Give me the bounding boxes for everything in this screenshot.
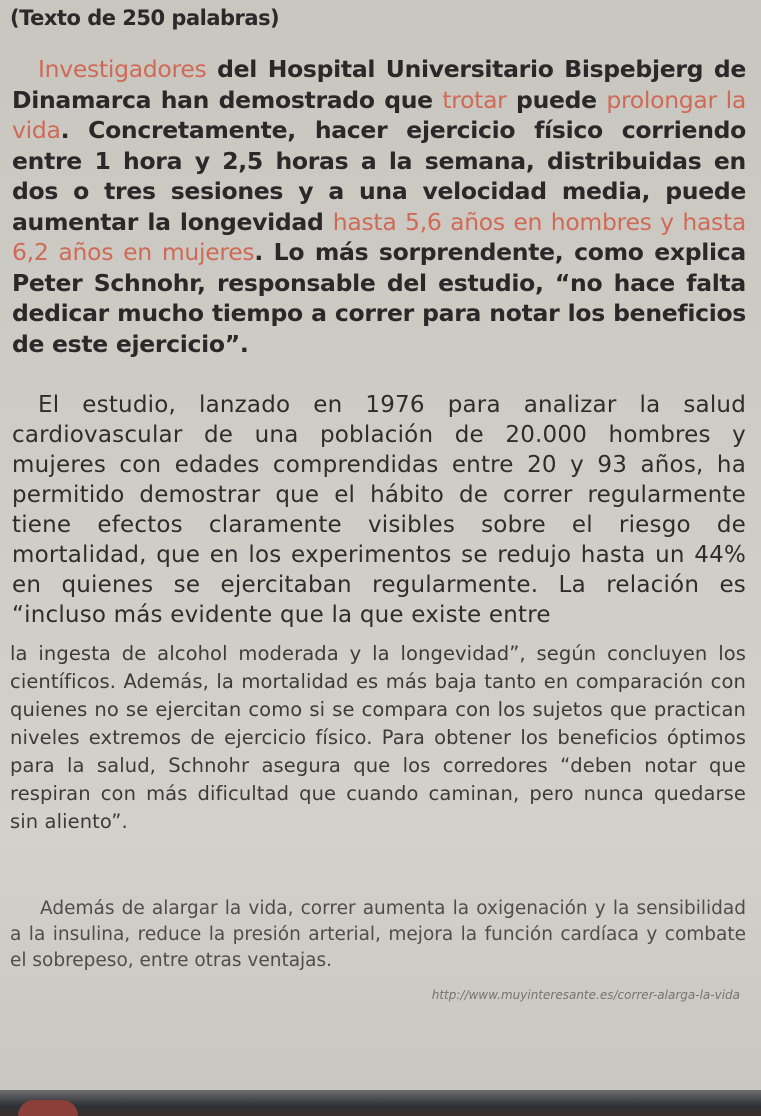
paragraph-2: El estudio, lanzado en 1976 para analizar la salud cardiovascular de una población de 20.000 hombres y mujeres con edades comprendidas entre 20 y 93 años, ha permitido demostrar que el hábito de correr regularmente tiene efectos claramente visibles sobre el riesgo de mortalidad, que en los experimentos se redujo hasta un 44% en quienes se ejercitaban regularmente. La relación es “incluso más evidente que la que existe entre bbox=[12, 392, 746, 628]
paragraph-1-text-b: puede bbox=[506, 85, 607, 114]
highlight-years-gained: hasta 5,6 años en hombres y hasta 6,2 años en mujeres bbox=[12, 207, 746, 266]
paragraph-1-text-c: . Concretamente, hacer ejercicio físico corriendo entre 1 hora y 2,5 horas a la semana, distribuidas en dos o tres sesiones y a una velocidad media, puede aumentar la longevidad bbox=[12, 116, 746, 236]
source-url: http://www.muyinteresante.es/correr-alarga-la-vida bbox=[431, 988, 740, 1002]
paragraph-1 bbox=[12, 54, 746, 359]
highlight-trotar: trotar bbox=[442, 85, 507, 114]
background-object bbox=[18, 1100, 78, 1116]
paragraph-3: la ingesta de alcohol moderada y la longevidad”, según concluyen los científicos. Además, la mortalidad es más baja tanto en comparación con quienes no se ejercitan como si se compara con los sujetos que practican niveles extremos de ejercicio físico. Para obtener los beneficios óptimos para la salud, Schnohr asegura que los corredores “deben notar que respiran con más dificultad que cuando caminan, pero nunca quedarse sin aliento”. bbox=[10, 642, 746, 833]
paragraph-1-text-d: . Lo más sorprendente, como explica Peter Schnohr, responsable del estudio, “no hace falta dedicar mucho tiempo a correr para notar los beneficios de este ejercicio”. bbox=[12, 238, 746, 358]
paragraph-1-text-a: del Hospital Universitario Bispebjerg de Dinamarca han demostrado que bbox=[12, 55, 746, 114]
highlight-prolongar-la-vida: prolongar la vida bbox=[12, 85, 747, 144]
word-count-header: (Texto de 250 palabras) bbox=[10, 6, 280, 30]
paragraph-4: Además de alargar la vida, correr aumenta la oxigenación y la sensibilidad a la insulina, reduce la presión arterial, mejora la función cardíaca y combate el sobrepeso, entre otras ventajas. bbox=[10, 898, 746, 971]
highlight-investigadores: Investigadores bbox=[38, 55, 207, 83]
background-surface bbox=[0, 1090, 761, 1116]
